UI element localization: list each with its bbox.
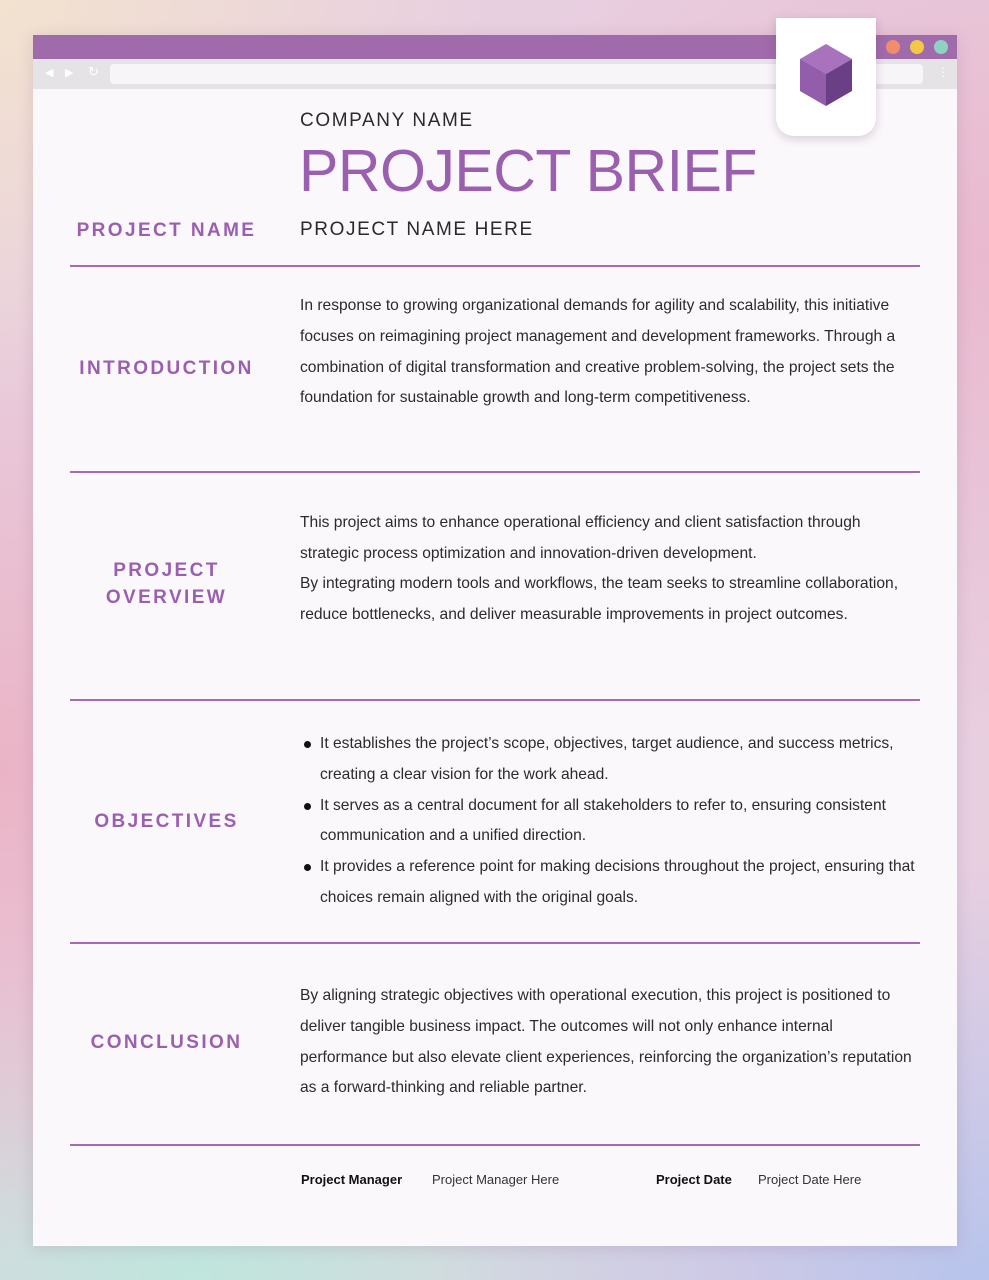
project-overview-text-1: This project aims to enhance operational efficiency and client satisfaction through strategic process optimization and innovation-driven development. xyxy=(300,514,861,562)
divider xyxy=(70,699,920,701)
menu-dots-icon[interactable]: ⋮ xyxy=(937,65,949,79)
project-manager-value: Project Manager Here xyxy=(432,1172,560,1187)
list-item: It provides a reference point for making decisions throughout the project, ensuring that choices remain aligned with the original goals. xyxy=(300,852,915,914)
project-overview-text-2: By integrating modern tools and workflows, the team seeks to streamline collaboration, reduce bottlenecks, and deliver measurable improvements in project outcomes. xyxy=(300,575,899,623)
conclusion-text: By aligning strategic objectives with operational execution, this project is positioned to deliver tangible business impact. The outcomes will not only enhance internal performance but also elevate client experiences, reinforcing the organization’s reputation as a forward-thinking and reliable partner. xyxy=(300,987,912,1097)
project-name-value: PROJECT NAME HERE xyxy=(300,219,534,240)
divider xyxy=(70,1144,920,1146)
forward-arrow-icon[interactable]: ▶ xyxy=(65,67,74,79)
project-overview-label-line1: PROJECT xyxy=(113,560,220,581)
reload-icon[interactable]: ↻ xyxy=(88,64,99,79)
objectives-label: OBJECTIVES xyxy=(94,811,239,832)
conclusion-label: CONCLUSION xyxy=(90,1032,243,1053)
introduction-text: In response to growing organizational demands for agility and scalability, this initiative focuses on reimagining project management and development frameworks. Through a combination of digital transformation and creative problem-solving, the project sets the foundation for sustainable growth and long-term competitiveness. xyxy=(300,297,896,407)
divider xyxy=(70,265,920,267)
back-arrow-icon[interactable]: ◀ xyxy=(45,67,54,79)
divider xyxy=(70,471,920,473)
company-name: COMPANY NAME xyxy=(300,110,474,131)
project-name-label: PROJECT NAME xyxy=(76,220,257,241)
project-manager-label: Project Manager xyxy=(301,1172,403,1187)
project-date-label: Project Date xyxy=(656,1172,732,1187)
list-item: It serves as a central document for all stakeholders to refer to, ensuring consistent communication and a unified direction. xyxy=(300,791,915,853)
divider xyxy=(70,942,920,944)
project-date-value: Project Date Here xyxy=(758,1172,862,1187)
introduction-label: INTRODUCTION xyxy=(79,358,254,379)
objectives-list xyxy=(300,729,915,914)
list-item: It establishes the project’s scope, objectives, target audience, and success metrics, creating a clear vision for the work ahead. xyxy=(300,729,915,791)
page-title: PROJECT BRIEF xyxy=(299,138,757,204)
project-overview-label xyxy=(70,557,263,611)
project-overview-label-line2: OVERVIEW xyxy=(105,587,228,608)
